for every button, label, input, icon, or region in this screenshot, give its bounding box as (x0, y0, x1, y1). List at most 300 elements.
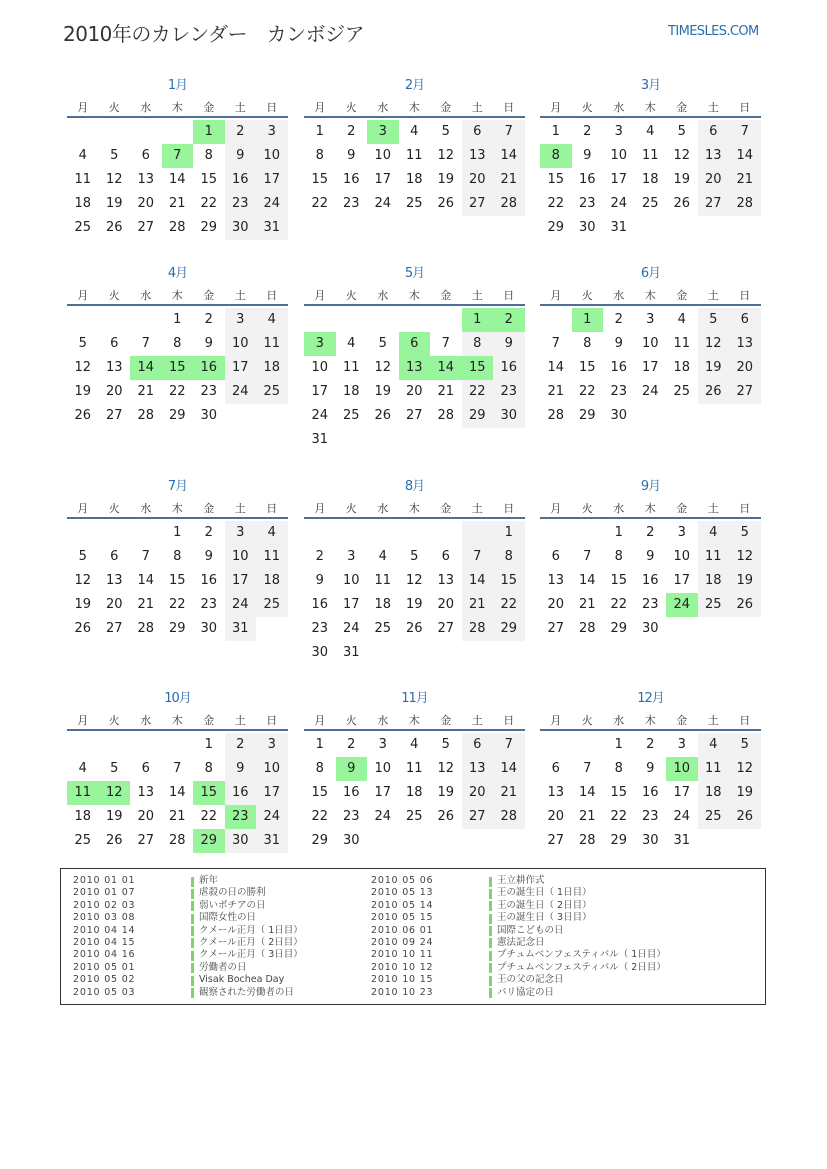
day-cell: 11 (342, 360, 360, 375)
month-title: 9月 (640, 479, 661, 494)
day-cell: 19 (729, 781, 761, 805)
day-cell: 3 (347, 549, 356, 564)
holiday-marker (489, 926, 492, 936)
day-cell: 27 (137, 833, 155, 848)
day-cell: 25 (256, 593, 288, 617)
day-cell: 2 (347, 124, 356, 139)
day-cell: 2 (614, 312, 623, 327)
holiday-day-cell: 24 (666, 593, 698, 617)
month-title: 1月 (167, 78, 188, 93)
day-cell: 17 (641, 360, 659, 375)
day-cell: 9 (583, 148, 592, 163)
holiday-name: 新年 (199, 875, 219, 886)
day-cell: 28 (437, 408, 455, 423)
day-cell: 27 (105, 621, 123, 636)
month-block (304, 687, 525, 887)
weekday-header: 火 (345, 714, 357, 727)
day-cell: 6 (462, 733, 494, 757)
day-cell: 10 (342, 573, 360, 588)
day-cell: 15 (578, 360, 596, 375)
day-cell: 9 (614, 336, 623, 351)
day-cell: 30 (311, 645, 329, 660)
weekday-header: 金 (440, 289, 452, 302)
day-cell: 9 (347, 148, 356, 163)
day-cell: 21 (137, 597, 155, 612)
day-cell: 24 (225, 380, 257, 404)
weekday-header: 土 (707, 289, 719, 302)
day-cell: 24 (374, 809, 392, 824)
weekday-header: 火 (108, 502, 120, 515)
holiday-name: 王の誕生日（ 2日目） (497, 899, 592, 911)
day-cell: 10 (225, 545, 257, 569)
day-cell: 15 (311, 172, 329, 187)
day-cell: 16 (342, 785, 360, 800)
day-cell: 29 (610, 621, 628, 636)
month-block (304, 74, 525, 274)
day-cell: 23 (342, 809, 360, 824)
day-cell: 24 (673, 809, 691, 824)
day-cell: 28 (493, 805, 525, 829)
weekday-header: 水 (377, 714, 389, 727)
holiday-marker (489, 914, 492, 924)
day-cell: 12 (74, 573, 92, 588)
day-cell: 6 (141, 148, 150, 163)
day-cell: 3 (646, 312, 655, 327)
day-cell: 24 (225, 593, 257, 617)
day-cell: 15 (168, 573, 186, 588)
day-cell: 20 (137, 809, 155, 824)
holiday-date: 2010 10 23 (371, 986, 434, 998)
day-cell: 5 (729, 521, 761, 545)
month-header-rule (67, 517, 288, 519)
day-cell: 28 (168, 220, 186, 235)
day-cell: 30 (225, 216, 257, 240)
weekday-header: 火 (345, 101, 357, 114)
day-cell: 14 (493, 757, 525, 781)
day-cell: 28 (462, 617, 494, 641)
day-cell: 15 (610, 785, 628, 800)
holiday-date: 2010 05 13 (371, 887, 434, 899)
day-cell: 24 (256, 805, 288, 829)
weekday-header: 月 (77, 101, 89, 114)
day-cell: 10 (256, 144, 288, 168)
weekday-header: 日 (266, 502, 278, 515)
day-cell: 23 (200, 384, 218, 399)
day-cell: 28 (578, 833, 596, 848)
day-cell: 11 (641, 148, 659, 163)
weekday-header: 木 (171, 289, 183, 302)
day-cell: 5 (110, 148, 119, 163)
day-cell: 16 (578, 172, 596, 187)
day-cell: 11 (673, 336, 691, 351)
holiday-marker (191, 951, 194, 961)
weekday-header: 水 (613, 502, 625, 515)
day-cell: 16 (311, 597, 329, 612)
day-cell: 6 (729, 308, 761, 332)
day-cell: 4 (410, 124, 419, 139)
holiday-marker (489, 963, 492, 973)
day-cell: 19 (105, 809, 123, 824)
day-cell: 27 (105, 408, 123, 423)
day-cell: 1 (614, 525, 623, 540)
day-cell: 5 (441, 737, 450, 752)
day-cell: 12 (673, 148, 691, 163)
day-cell: 5 (378, 336, 387, 351)
day-cell: 25 (698, 593, 730, 617)
holiday-name: プチュムベンフェスティバル（ 1日目） (497, 949, 666, 961)
day-cell: 12 (105, 172, 123, 187)
day-cell: 29 (200, 220, 218, 235)
day-cell: 19 (374, 384, 392, 399)
weekday-header: 金 (676, 101, 688, 114)
day-cell: 21 (729, 168, 761, 192)
day-cell: 10 (610, 148, 628, 163)
holiday-day-cell: 15 (193, 781, 225, 805)
day-cell: 14 (168, 785, 186, 800)
day-cell: 24 (641, 384, 659, 399)
day-cell: 11 (374, 573, 392, 588)
day-cell: 17 (225, 569, 257, 593)
day-cell: 21 (462, 593, 494, 617)
day-cell: 20 (547, 597, 565, 612)
day-cell: 29 (168, 621, 186, 636)
holiday-day-cell: 16 (193, 356, 225, 380)
weekday-header: 日 (739, 502, 751, 515)
day-cell: 16 (225, 781, 257, 805)
day-cell: 18 (374, 597, 392, 612)
day-cell: 18 (673, 360, 691, 375)
month-block (540, 687, 761, 887)
weekday-header: 月 (550, 502, 562, 515)
day-cell: 17 (256, 168, 288, 192)
day-cell: 8 (462, 332, 494, 356)
day-cell: 20 (405, 384, 423, 399)
holiday-date: 2010 05 06 (371, 875, 434, 886)
day-cell: 15 (200, 172, 218, 187)
holiday-day-cell: 1 (193, 120, 225, 144)
day-cell: 27 (462, 192, 494, 216)
month-title: 4月 (167, 266, 188, 281)
weekday-header: 月 (314, 101, 326, 114)
day-cell: 10 (311, 360, 329, 375)
day-cell: 22 (200, 809, 218, 824)
day-cell: 23 (641, 597, 659, 612)
day-cell: 1 (315, 124, 324, 139)
holiday-marker (489, 889, 492, 899)
day-cell: 29 (547, 220, 565, 235)
day-cell: 18 (256, 569, 288, 593)
day-cell: 6 (441, 549, 450, 564)
day-cell: 28 (137, 408, 155, 423)
day-cell: 9 (315, 573, 324, 588)
day-cell: 8 (315, 148, 324, 163)
holiday-date: 2010 04 15 (73, 936, 136, 948)
day-cell: 23 (311, 621, 329, 636)
day-cell: 27 (547, 621, 565, 636)
day-cell: 31 (256, 216, 288, 240)
holiday-legend (60, 868, 766, 1005)
day-cell: 11 (405, 148, 423, 163)
day-cell: 4 (698, 521, 730, 545)
day-cell: 22 (168, 597, 186, 612)
day-cell: 22 (578, 384, 596, 399)
holiday-day-cell: 10 (666, 757, 698, 781)
holiday-day-cell: 12 (99, 781, 131, 805)
weekday-header: 金 (203, 289, 215, 302)
holiday-name: 王の父の記念日 (497, 974, 564, 986)
day-cell: 26 (105, 220, 123, 235)
holiday-name: 王の誕生日（ 3日目） (497, 912, 592, 924)
day-cell: 17 (673, 573, 691, 588)
holiday-date: 2010 05 01 (73, 961, 136, 973)
day-cell: 2 (225, 120, 257, 144)
holiday-date: 2010 05 03 (73, 986, 136, 998)
month-title: 6月 (640, 266, 661, 281)
weekday-header: 水 (140, 289, 152, 302)
day-cell: 30 (578, 220, 596, 235)
weekday-header: 木 (644, 289, 656, 302)
day-cell: 22 (493, 593, 525, 617)
day-cell: 26 (405, 621, 423, 636)
day-cell: 13 (105, 360, 123, 375)
weekday-header: 水 (613, 101, 625, 114)
day-cell: 30 (493, 404, 525, 428)
page-title: 2010年のカレンダー カンボジア (63, 22, 365, 46)
day-cell: 26 (437, 809, 455, 824)
day-cell: 27 (137, 220, 155, 235)
day-cell: 12 (729, 545, 761, 569)
day-cell: 14 (462, 569, 494, 593)
weekday-header: 月 (77, 502, 89, 515)
holiday-name: 観察された労働者の日 (199, 986, 295, 998)
weekday-header: 水 (613, 289, 625, 302)
weekday-header: 日 (503, 101, 515, 114)
day-cell: 23 (342, 196, 360, 211)
holiday-day-cell: 14 (130, 356, 162, 380)
day-cell: 22 (200, 196, 218, 211)
weekday-header: 水 (377, 289, 389, 302)
day-cell: 4 (78, 148, 87, 163)
day-cell: 27 (462, 805, 494, 829)
day-cell: 4 (410, 737, 419, 752)
day-cell: 25 (74, 220, 92, 235)
day-cell: 1 (315, 737, 324, 752)
day-cell: 16 (641, 573, 659, 588)
day-cell: 30 (200, 408, 218, 423)
day-cell: 18 (698, 781, 730, 805)
day-cell: 14 (729, 144, 761, 168)
day-cell: 27 (405, 408, 423, 423)
day-cell: 26 (729, 593, 761, 617)
day-cell: 31 (342, 645, 360, 660)
day-cell: 23 (578, 196, 596, 211)
weekday-header: 火 (108, 289, 120, 302)
day-cell: 8 (493, 545, 525, 569)
day-cell: 25 (641, 196, 659, 211)
day-cell: 28 (547, 408, 565, 423)
day-cell: 18 (74, 196, 92, 211)
day-cell: 3 (225, 308, 257, 332)
holiday-date: 2010 10 15 (371, 974, 434, 986)
holiday-marker (191, 901, 194, 911)
day-cell: 25 (405, 809, 423, 824)
weekday-header: 木 (408, 714, 420, 727)
holiday-name: Visak Bochea Day (199, 974, 285, 986)
weekday-header: 木 (171, 714, 183, 727)
holiday-date: 2010 05 14 (371, 899, 434, 911)
month-block (67, 262, 288, 462)
holiday-marker (191, 938, 194, 948)
site-logo[interactable]: TIMESLES.COM (668, 24, 759, 39)
day-cell: 13 (698, 144, 730, 168)
day-cell: 12 (698, 332, 730, 356)
day-cell: 24 (610, 196, 628, 211)
day-cell: 24 (342, 621, 360, 636)
day-cell: 12 (729, 757, 761, 781)
day-cell: 11 (405, 761, 423, 776)
month-title: 5月 (404, 266, 425, 281)
day-cell: 13 (547, 573, 565, 588)
weekday-header: 火 (108, 714, 120, 727)
day-cell: 2 (646, 525, 655, 540)
holiday-marker (489, 938, 492, 948)
day-cell: 11 (256, 545, 288, 569)
day-cell: 26 (74, 621, 92, 636)
holiday-date: 2010 01 01 (73, 875, 136, 886)
day-cell: 14 (578, 573, 596, 588)
day-cell: 5 (441, 124, 450, 139)
day-cell: 1 (173, 312, 182, 327)
day-cell: 19 (74, 597, 92, 612)
weekday-header: 木 (171, 502, 183, 515)
weekday-header: 日 (739, 714, 751, 727)
day-cell: 13 (137, 172, 155, 187)
day-cell: 15 (493, 569, 525, 593)
day-cell: 13 (137, 785, 155, 800)
weekday-header: 木 (644, 714, 656, 727)
day-cell: 6 (141, 761, 150, 776)
day-cell: 30 (342, 833, 360, 848)
weekday-header: 日 (503, 714, 515, 727)
day-cell: 19 (698, 356, 730, 380)
day-cell: 8 (173, 336, 182, 351)
month-title: 10月 (164, 691, 191, 706)
month-title: 7月 (167, 479, 188, 494)
day-cell: 1 (173, 525, 182, 540)
weekday-header: 火 (345, 502, 357, 515)
day-cell: 21 (547, 384, 565, 399)
weekday-header: 土 (234, 714, 246, 727)
day-cell: 7 (729, 120, 761, 144)
day-cell: 16 (225, 168, 257, 192)
day-cell: 14 (137, 573, 155, 588)
day-cell: 2 (315, 549, 324, 564)
day-cell: 31 (225, 617, 257, 641)
day-cell: 14 (168, 172, 186, 187)
day-cell: 16 (200, 573, 218, 588)
day-cell: 17 (342, 597, 360, 612)
day-cell: 7 (493, 733, 525, 757)
day-cell: 22 (168, 384, 186, 399)
day-cell: 29 (493, 617, 525, 641)
day-cell: 30 (641, 833, 659, 848)
day-cell: 26 (729, 805, 761, 829)
day-cell: 27 (547, 833, 565, 848)
day-cell: 26 (437, 196, 455, 211)
day-cell: 4 (378, 549, 387, 564)
day-cell: 11 (698, 757, 730, 781)
day-cell: 10 (641, 336, 659, 351)
month-title: 2月 (404, 78, 425, 93)
day-cell: 11 (74, 172, 92, 187)
month-block (67, 74, 288, 274)
weekday-header: 日 (266, 101, 278, 114)
day-cell: 21 (168, 196, 186, 211)
day-cell: 7 (462, 545, 494, 569)
holiday-marker (191, 926, 194, 936)
holiday-name: 弱いボチアの日 (199, 899, 266, 911)
weekday-header: 金 (676, 502, 688, 515)
day-cell: 1 (493, 521, 525, 545)
holiday-marker (191, 914, 194, 924)
holiday-date: 2010 03 08 (73, 912, 136, 924)
day-cell: 15 (610, 573, 628, 588)
month-header-rule (540, 729, 761, 731)
day-cell: 21 (493, 168, 525, 192)
weekday-header: 月 (550, 101, 562, 114)
weekday-header: 土 (707, 101, 719, 114)
weekday-header: 金 (440, 101, 452, 114)
weekday-header: 水 (377, 101, 389, 114)
day-cell: 10 (256, 757, 288, 781)
weekday-header: 日 (739, 289, 751, 302)
day-cell: 4 (347, 336, 356, 351)
day-cell: 12 (437, 761, 455, 776)
month-title: 3月 (640, 78, 661, 93)
weekday-header: 土 (471, 289, 483, 302)
day-cell: 10 (673, 549, 691, 564)
day-cell: 23 (225, 192, 257, 216)
day-cell: 25 (256, 380, 288, 404)
day-cell: 18 (74, 809, 92, 824)
day-cell: 4 (698, 733, 730, 757)
day-cell: 27 (437, 621, 455, 636)
month-header-rule (540, 304, 761, 306)
day-cell: 6 (551, 549, 560, 564)
month-block (67, 687, 288, 887)
weekday-header: 木 (644, 101, 656, 114)
day-cell: 29 (610, 833, 628, 848)
day-cell: 12 (74, 360, 92, 375)
day-cell: 29 (578, 408, 596, 423)
day-cell: 21 (493, 781, 525, 805)
weekday-header: 土 (234, 101, 246, 114)
day-cell: 3 (378, 737, 387, 752)
holiday-name: 国際女性の日 (199, 912, 257, 924)
day-cell: 13 (462, 757, 494, 781)
weekday-header: 金 (203, 714, 215, 727)
day-cell: 30 (610, 408, 628, 423)
day-cell: 28 (137, 621, 155, 636)
day-cell: 17 (374, 785, 392, 800)
weekday-header: 土 (471, 502, 483, 515)
day-cell: 2 (583, 124, 592, 139)
day-cell: 5 (698, 308, 730, 332)
month-header-rule (67, 729, 288, 731)
day-cell: 20 (105, 597, 123, 612)
holiday-day-cell: 15 (162, 356, 194, 380)
day-cell: 19 (437, 172, 455, 187)
